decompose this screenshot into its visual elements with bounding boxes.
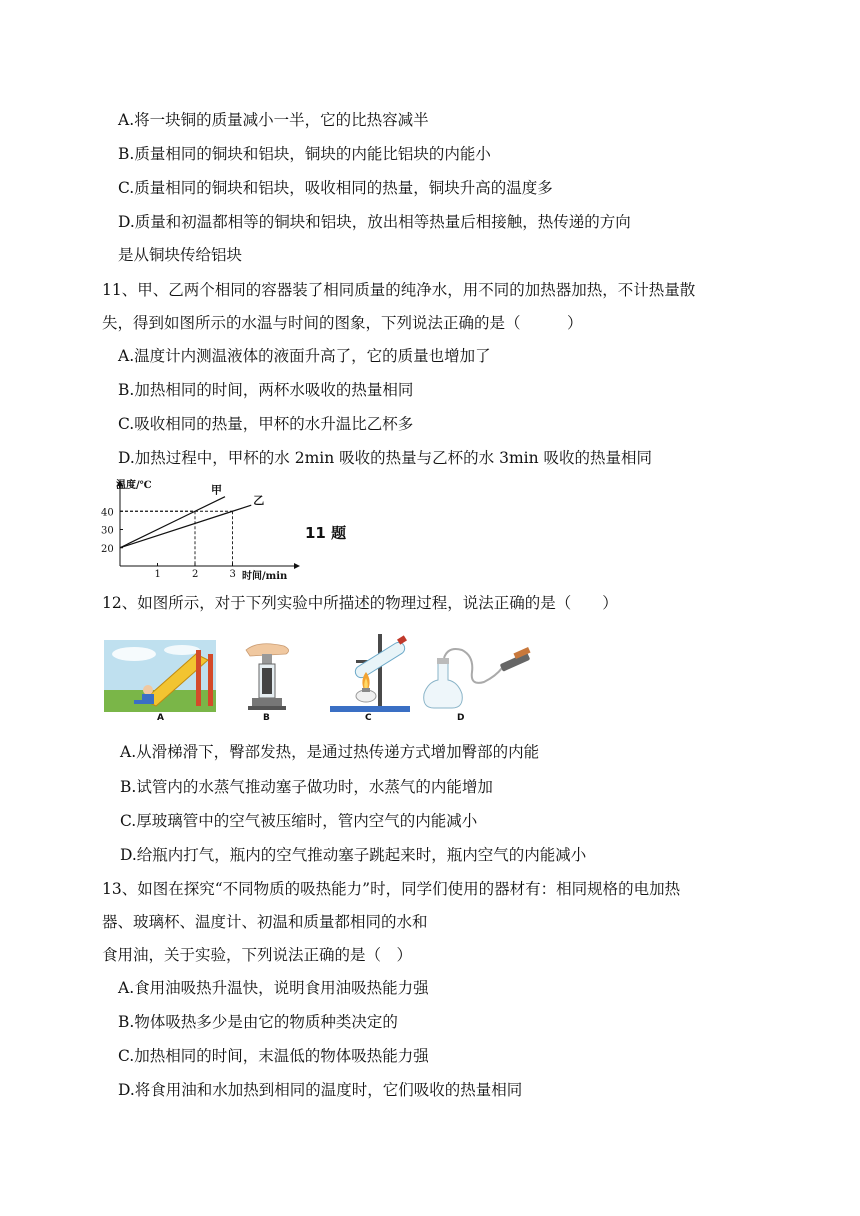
q11-figure-label: 11 题 — [305, 524, 347, 542]
q13-stem-line2: 器、玻璃杯、温度计、初温和质量都相同的水和 — [102, 913, 428, 931]
q12-option-b: B.试管内的水蒸气推动塞子做功时，水蒸气的内能增加 — [120, 778, 493, 796]
q11-stem-line1: 11、甲、乙两个相同的容器装了相同质量的纯净水，用不同的加热器加热，不计热量散 — [102, 281, 696, 299]
q11-stem-line2: 失，得到如图所示的水温与时间的图象，下列说法正确的是（ ） — [102, 314, 583, 332]
q12-option-a: A.从滑梯滑下，臀部发热，是通过热传递方式增加臀部的内能 — [120, 743, 540, 761]
q11-option-b: B.加热相同的时间，两杯水吸收的热量相同 — [118, 381, 414, 399]
q12-stem: 12、如图所示，对于下列实验中所描述的物理过程，说法正确的是（ ） — [102, 594, 618, 612]
experiment-c-test-tube-image — [326, 634, 416, 714]
q13-option-a: A.食用油吸热升温快，说明食用油吸热能力强 — [118, 979, 429, 997]
y-axis-label: 温度/℃ — [116, 480, 152, 491]
chart-axes — [117, 480, 300, 569]
q12-option-d: D.给瓶内打气，瓶内的空气推动塞子跳起来时，瓶内空气的内能减小 — [120, 846, 587, 864]
experiment-d-bottle-pump-image — [418, 646, 534, 712]
q10-option-d-continued: 是从铜块传给铝块 — [118, 246, 243, 264]
q10-option-b: B.质量相同的铜块和铝块，铜块的内能比铝块的内能小 — [118, 145, 491, 163]
series-label: 乙 — [253, 494, 265, 508]
q12-option-c: C.厚玻璃管中的空气被压缩时，管内空气的内能减小 — [120, 812, 478, 830]
x-tick-label: 2 — [192, 569, 199, 580]
q11-option-a: A.温度计内测温液体的液面升高了，它的质量也增加了 — [118, 347, 491, 365]
y-tick-label: 20 — [101, 543, 114, 555]
q13-option-d: D.将食用油和水加热到相同的温度时，它们吸收的热量相同 — [118, 1081, 523, 1099]
experiment-d-letter: D — [457, 713, 465, 723]
q13-stem-line3: 食用油，关于实验，下列说法正确的是（ ） — [102, 946, 413, 964]
experiment-c-letter: C — [365, 713, 372, 723]
q13-option-c: C.加热相同的时间，末温低的物体吸热能力强 — [118, 1047, 429, 1065]
q13-option-b: B.物体吸热多少是由它的物质种类决定的 — [118, 1013, 398, 1031]
y-tick-label: 40 — [101, 507, 114, 519]
q11-option-c: C.吸收相同的热量，甲杯的水升温比乙杯多 — [118, 415, 414, 433]
chart-lines — [120, 497, 251, 548]
series-label: 甲 — [211, 483, 222, 497]
experiment-a-letter: A — [157, 713, 164, 723]
q11-option-d: D.加热过程中，甲杯的水 2min 吸收的热量与乙杯的水 3min 吸收的热量相同 — [118, 449, 653, 467]
x-tick-label: 3 — [229, 569, 236, 580]
experiment-a-slide-image — [104, 640, 216, 712]
y-tick-label: 30 — [101, 525, 114, 537]
x-axis-label: 时间/min — [242, 571, 288, 582]
q10-option-d: D.质量和初温都相等的铜块和铝块，放出相等热量后相接触，热传递的方向 — [118, 213, 631, 231]
q10-option-a: A.将一块铜的质量减小一半，它的比热容减半 — [118, 111, 429, 129]
x-axis-arrow — [294, 563, 300, 569]
experiment-b-compression-image — [238, 640, 296, 712]
q10-option-c: C.质量相同的铜块和铝块，吸收相同的热量，铜块升高的温度多 — [118, 179, 553, 197]
q13-stem-line1: 13、如图在探究“不同物质的吸热能力”时，同学们使用的器材有：相同规格的电加热 — [102, 880, 681, 898]
experiment-b-letter: B — [263, 713, 270, 723]
x-tick-label: 1 — [154, 569, 161, 580]
chart-guides — [120, 511, 233, 566]
series-line-jia — [120, 497, 225, 548]
temperature-time-chart — [100, 478, 315, 583]
